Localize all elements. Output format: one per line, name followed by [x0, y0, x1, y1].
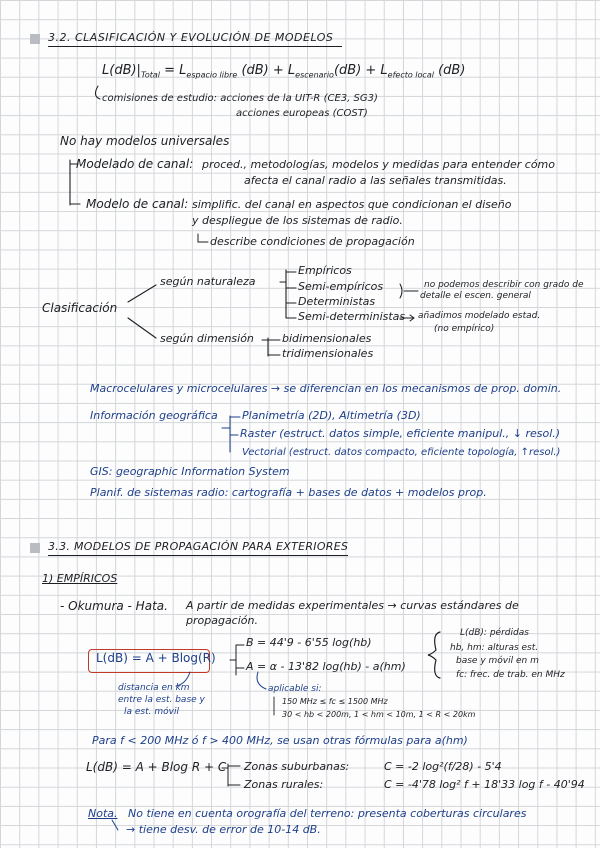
- no-universal-models: No hay modelos universales: [60, 134, 230, 148]
- legend-perdidas: L(dB): pérdidas: [460, 628, 529, 638]
- formula-rhs-1: = L: [164, 63, 187, 78]
- nat-note-3: añadimos modelado estad.: [418, 311, 541, 321]
- cond-freq: 150 MHz ≤ fc ≤ 1500 MHz: [282, 697, 388, 706]
- comisiones-hook: [95, 86, 100, 99]
- modelo-text-2: y despliegue de los sistemas de radio.: [192, 214, 403, 227]
- legend-frec: fc: frec. de trab. en MHz: [456, 670, 565, 680]
- nota-text-1: No tiene en cuenta orografía del terreno: presenta coberturas circulares: [128, 807, 527, 820]
- section-title-3-3: 3.3. MODELOS DE PROPAGACIÓN PARA EXTERIORES: [48, 540, 349, 553]
- nat-item-deterministas: Deterministas: [298, 295, 376, 308]
- planif-note: Planif. de sistemas radio: cartografía + bases de datos + modelos prop.: [90, 486, 487, 499]
- empiricos-subtitle: 1) EMPÍRICOS: [42, 572, 118, 585]
- formula-sub-escenario: escenario: [295, 70, 334, 80]
- nat-item-semi-deterministas: Semi-deterministas: [298, 310, 406, 323]
- formula-lhs: L(dB)|: [102, 63, 141, 78]
- modelado-text-1: proced., metodologías, modelos y medidas para entender cómo: [202, 158, 556, 171]
- dist-hook: [176, 672, 190, 686]
- formula-rhs-3: (dB) + L: [333, 63, 388, 78]
- modelado-text-2: afecta el canal radio a las señales transmitidas.: [244, 174, 507, 187]
- segun-naturaleza-label: según naturaleza: [160, 275, 256, 288]
- modelado-label: Modelado de canal:: [76, 157, 194, 171]
- dimension-bracket: [262, 338, 280, 356]
- info-bracket: [222, 416, 240, 452]
- macro-micro-note: Macrocelulares y microcelulares → se diferencian en los mecanismos de prop. domin.: [90, 382, 562, 395]
- zonas-suburbanas-label: Zonas suburbanas:: [244, 760, 350, 773]
- branch-naturaleza: [128, 285, 156, 302]
- dist-note-2: entre la est. base y: [118, 695, 205, 705]
- formula-sub-espacio: espacio libre: [186, 70, 238, 80]
- nat-note-2: detalle el escen. general: [420, 291, 531, 301]
- formula-rhs-4: (dB): [438, 63, 466, 78]
- a-formula: A = α - 13'82 log(hb) - a(hm): [246, 660, 406, 673]
- dim-item-tridimensionales: tridimensionales: [282, 347, 374, 360]
- nota-text-2: → tiene desv. de error de 10-14 dB.: [126, 823, 321, 836]
- nat-item-empiricos: Empíricos: [298, 264, 352, 277]
- modelo-text-3: describe condiciones de propagación: [210, 235, 415, 248]
- zonas-suburbanas-formula: C = -2 log²(f/28) - 5'4: [384, 760, 502, 773]
- b-formula: B = 44'9 - 6'55 log(hb): [246, 636, 372, 649]
- okumura-text-2: propagación.: [186, 614, 258, 627]
- formula-rhs-2: (dB) + L: [241, 63, 296, 78]
- cond-heights: 30 < hb < 200m, 1 < hm < 10m, 1 < R < 20km: [282, 710, 476, 719]
- okumura-formula: L(dB) = A + Blog(R): [96, 651, 216, 665]
- nat-note-brace: [400, 284, 418, 298]
- zonas-bracket: [222, 764, 240, 786]
- comisiones-line-2: acciones europeas (COST): [236, 108, 368, 119]
- segun-dimension-label: según dimensión: [160, 332, 254, 345]
- describe-arrow: [198, 234, 208, 242]
- formula-sub-total: Total: [140, 70, 160, 80]
- nat-note-4: (no empírico): [434, 324, 495, 334]
- info-item-vectorial: Vectorial (estruct. datos compacto, eficiente topología, ↑resol.): [242, 447, 561, 458]
- nat-note-1: no podemos describir con grado de: [424, 280, 584, 290]
- info-item-planimetria: Planimetría (2D), Altimetría (3D): [242, 409, 421, 422]
- formula-with-c: L(dB) = A + Blog R + C: [86, 760, 227, 774]
- aplicable-hook: [257, 672, 266, 689]
- info-geo-label: Información geográfica: [90, 409, 218, 422]
- zonas-rurales-label: Zonas rurales:: [244, 778, 324, 791]
- dist-note-1: distancia en km: [118, 683, 190, 693]
- aplicable-label: aplicable si:: [268, 684, 322, 694]
- nota-arrow: [112, 820, 118, 830]
- branch-dimension: [128, 318, 156, 338]
- nat-note-arrow: [400, 315, 414, 321]
- okumura-brace: [428, 632, 440, 678]
- legend-base-movil: base y móvil en m: [456, 656, 539, 666]
- dist-note-3: la est. móvil: [124, 707, 179, 717]
- clasificacion-label: Clasificación: [42, 301, 118, 315]
- dim-item-bidimensionales: bidimensionales: [282, 332, 372, 345]
- okumura-label: - Okumura - Hata.: [60, 599, 168, 613]
- okumura-text-1: A partir de medidas experimentales → curvas estándares de: [186, 599, 519, 612]
- comisiones-line-1: comisiones de estudio: acciones de la UIT-R (CE3, SG3): [102, 93, 378, 104]
- gis-note: GIS: geographic Information System: [90, 465, 290, 478]
- nota-label: Nota.: [88, 807, 118, 820]
- modelo-label: Modelo de canal:: [86, 197, 189, 211]
- formula-sub-efecto: efecto local: [387, 70, 434, 80]
- legend-alturas: hb, hm: alturas est.: [450, 643, 539, 653]
- modelado-bracket: [70, 160, 80, 205]
- modelo-text-1: simplific. del canal en aspectos que condicionan el diseño: [192, 198, 512, 211]
- naturaleza-bracket: [280, 270, 296, 318]
- para-note: Para f < 200 MHz ó f > 400 MHz, se usan otras fórmulas para a(hm): [92, 734, 468, 747]
- info-item-raster: Raster (estruct. datos simple, eficiente manipul., ↓ resol.): [240, 427, 561, 440]
- nat-item-semi-empiricos: Semi-empíricos: [298, 280, 384, 293]
- section-title-3-2: 3.2. CLASIFICACIÓN Y EVOLUCIÓN DE MODELOS: [48, 31, 334, 44]
- okumura-b-arrow: [230, 645, 244, 675]
- zonas-rurales-formula: C = -4'78 log² f + 18'33 log f - 40'94: [384, 778, 585, 791]
